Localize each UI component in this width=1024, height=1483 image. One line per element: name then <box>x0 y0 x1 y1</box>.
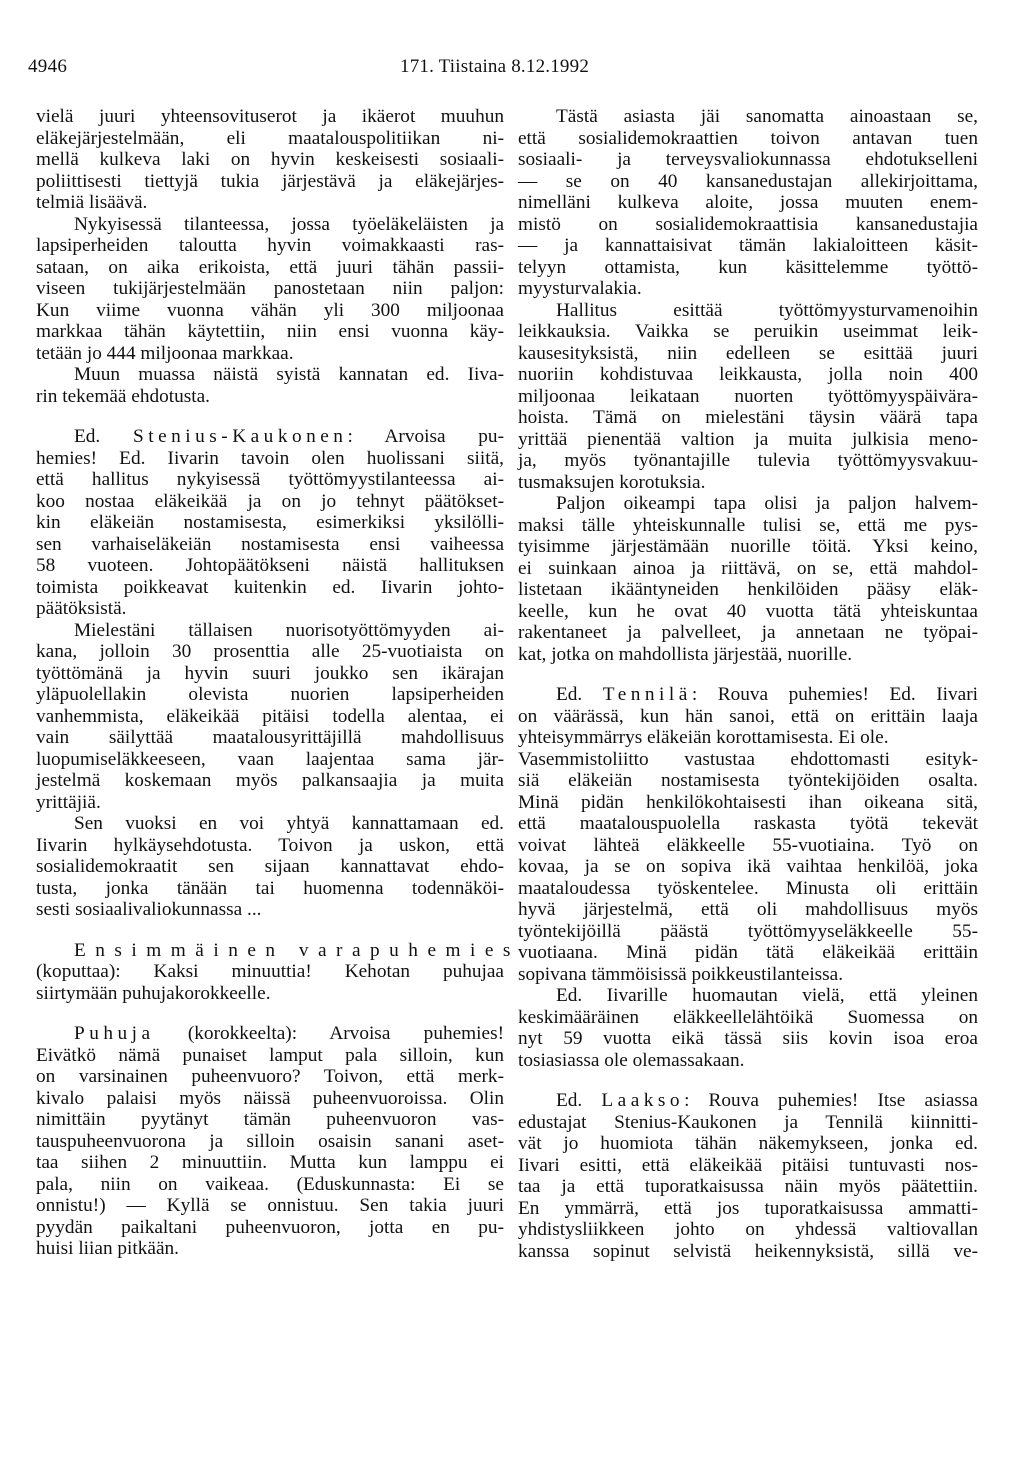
page-number: 4946 <box>28 56 68 77</box>
text-line: tusmaksujen korotuksia. <box>518 471 706 493</box>
text-line: kivalo palaisi myös näissä puheenvuoroissa. Olin <box>36 1087 504 1109</box>
text-line: leikkauksia. Vaikka se peruikin useimmat leik- <box>518 321 978 342</box>
speaker-name: Tennilä <box>602 684 692 705</box>
text-line: tosiasiassa ole olemassakaan. <box>518 1049 745 1071</box>
text-line: — se on 40 kansanedustajan allekirjoittama, <box>518 170 978 192</box>
text-line: kin eläkeiän nostamisesta, esimerkiksi yksilölli- <box>36 512 504 533</box>
text-line <box>518 684 978 706</box>
text-line: tusta, jonka tänään tai huomenna todennäköi- <box>36 877 504 899</box>
text-line: Kun viime vuonna vähän yli 300 miljoonaa <box>36 299 504 321</box>
text-line: tetään jo 444 miljoonaa markkaa. <box>36 342 294 364</box>
text-line: — ja kannattaisivat tämän lakialoitteen käsit- <box>518 235 978 256</box>
text-line: telmiä lisäävä. <box>36 192 148 213</box>
text-line: telyyn ottamista, kun käsittelemme työttö- <box>518 256 978 278</box>
text-line: keelle, kun he ovat 40 vuotta tätä yhteiskuntaa <box>518 600 978 622</box>
text-line: onnistu!) — Kyllä se onnistuu. Sen takia juuri <box>36 1195 504 1216</box>
text-line: että hallitus nykyisessä työttömyystilanteessa ai- <box>36 469 504 490</box>
text-line: tauspuheenvuorona ja silloin osaisin sanani aset- <box>36 1130 504 1152</box>
text-line: ei suinkaan ainoa ja riittävä, on se, että mahdol- <box>518 557 978 579</box>
text-line: siä eläkeiän nostamisesta työntekijöiden osalta. <box>518 770 978 791</box>
text-line: toimista poikkeavat kuitenkin ed. Iivarin johto- <box>36 576 504 598</box>
text-line: Vasemmistoliitto vastustaa ehdottomasti esityk- <box>518 748 978 770</box>
text-line: hemies! Ed. Iivarin tavoin olen huolissani siitä, <box>36 447 504 469</box>
right-column <box>518 106 978 1262</box>
running-title: 171. Tiistaina 8.12.1992 <box>400 56 590 77</box>
speaker-name: Puhuja <box>74 1023 155 1044</box>
text-line: Paljon oikeampi tapa olisi ja paljon halvem- <box>556 493 978 514</box>
text-line: on varsinainen puheenvuoro? Toivon, että merk- <box>36 1066 504 1087</box>
text-line: markkaa tähän käytettiin, niin ensi vuonna käy- <box>36 321 504 342</box>
text-line: sen varhaiseläkeiän nostamisesta ensi vaiheessa <box>36 533 504 555</box>
text-line: En ymmärrä, että jos tuporatkaisussa ammatti- <box>518 1197 978 1219</box>
text-line: luopumiseläkkeeseen, vaan laajentaa sama jär- <box>36 748 504 770</box>
text-line: vain säilyttää maatalousyrittäjillä mahdollisuus <box>36 727 504 748</box>
text-line: Tästä asiasta jäi sanomatta ainoastaan se, <box>556 106 978 127</box>
text-line: huisi liian pitkään. <box>36 1238 179 1259</box>
text-line: eläkejärjestelmään, eli maatalouspolitiikan ni- <box>36 127 504 149</box>
text-line <box>36 426 504 448</box>
text-line: kana, jolloin 30 prosenttia alle 25-vuotiaista on <box>36 641 504 662</box>
text-line: on väärässä, kun hän sanoi, että on erittäin laaja <box>518 705 978 727</box>
speaker-prefix: Ed. <box>556 1090 602 1111</box>
text-line: Nykyisessä tilanteessa, jossa työeläkeläisten ja <box>74 213 504 235</box>
text-line: Hallitus esittää työttömyysturvamenoihin <box>556 299 978 321</box>
text-line: viseen tukijärjestelmään panostetaan niin paljon: <box>36 278 504 299</box>
text-line: että maatalouspuolella raskasta työtä tekevät <box>518 813 978 834</box>
text-line: Mielestäni tällaisen nuorisotyöttömyyden ai- <box>74 619 504 641</box>
text-line: sataan, on aika erikoista, että juuri tähän passii- <box>36 256 504 278</box>
text-line: vuotiaana. Minä pidän tätä eläkeikää erittäin <box>518 942 978 963</box>
text-line: rakentaneet ja palvelleet, ja annetaan ne työpai- <box>518 622 978 643</box>
speaker-text: (korokkeelta): Arvoisa puhemies! <box>154 1023 504 1044</box>
text-line: poliittisesti tiettyjä tukia järjestävä ja eläkejärjes- <box>36 170 504 192</box>
text-line: sosialidemokraatit sen sijaan kannattavat ehdo- <box>36 856 504 877</box>
speaker-prefix: Ed. <box>556 684 603 705</box>
text-line: vielä juuri yhteensovituserot ja ikäerot muuhun <box>36 106 504 127</box>
text-line: päätöksistä. <box>36 598 127 619</box>
speaker-text: : Rouva puhemies! Ed. Iivari <box>691 684 978 705</box>
text-line: kausesityksistä, niin edelleen se esittää juuri <box>518 342 978 364</box>
text-line: tyisimme järjestämään nuorille töitä. Yksi keino, <box>518 536 978 557</box>
text-line: työntekijöillä päästä työttömyyseläkkeelle 55- <box>518 920 978 942</box>
text-line: nimelläni kulkeva aloite, jossa muuten enem- <box>518 192 978 213</box>
text-line: nyt 59 vuotta eikä tässä siis kovin isoa eroa <box>518 1028 978 1049</box>
text-line: vät jo huomiota tähän näkemykseen, jonka ed. <box>518 1133 978 1154</box>
text-line: hoista. Tämä on mielestäni täysin väärä tapa <box>518 407 978 428</box>
text-line: sosiaali- ja terveysvaliokunnassa ehdotukselleni <box>518 149 978 170</box>
text-line: sopivana tämmöisissä poikkeustilanteissa. <box>518 963 844 985</box>
text-line: kat, jotka on mahdollista järjestää, nuorille. <box>518 643 853 665</box>
text-line: sesti sosiaalivaliokunnassa ... <box>36 899 262 920</box>
text-line: yläpuolellakin olevista nuorien lapsiperheiden <box>36 684 504 705</box>
speaker-name: Ensimmäinen varapuhemies <box>74 939 520 961</box>
text-line: maataloudessa työskentelee. Minusta oli erittäin <box>518 877 978 899</box>
text-line: että sosialidemokraattien toivon antavan tuen <box>518 127 978 149</box>
text-line: myysturvalakia. <box>518 278 642 299</box>
speaker-name: Laakso <box>601 1090 685 1111</box>
speaker-prefix: Ed. <box>74 426 133 447</box>
speaker-text: : Rouva puhemies! Itse asiassa <box>684 1090 978 1111</box>
text-line: voivat lähteä eläkkeelle 55-vuotiaina. Työ on <box>518 834 978 856</box>
text-line: lapsiperheiden taloutta hyvin voimakkaasti ras- <box>36 235 504 256</box>
text-line: siirtymään puhujakorokkeelle. <box>36 982 271 1004</box>
text-line: yhdistysliikkeen johto on yhdessä valtiovallan <box>518 1219 978 1240</box>
text-line: Ed. Iivarille huomautan vielä, että yleinen <box>556 985 978 1006</box>
text-line: jestelmä koskemaan myös palkansaajia ja muita <box>36 770 504 791</box>
text-line: Iivarin hylkäysehdotusta. Toivon ja uskon, että <box>36 834 504 856</box>
text-line: mistö on sosialidemokraattisia kansanedustajia <box>518 213 978 235</box>
text-line <box>36 1023 504 1045</box>
text-line: listetaan ikääntyneiden henkilöiden pääsy eläk- <box>518 579 978 600</box>
text-line: edustajat Stenius-Kaukonen ja Tennilä kiinnitti- <box>518 1111 978 1133</box>
text-line: yrittää pienentää valtion ja muita julkisia meno- <box>518 428 978 450</box>
speaker-name: Stenius-Kaukonen <box>133 426 348 447</box>
text-line: hyvä järjestelmä, että oli mahdollisuus myös <box>518 899 978 920</box>
speaker-text: : Arvoisa pu- <box>347 426 504 447</box>
text-line: (koputtaa): Kaksi minuuttia! Kehotan puhujaa <box>36 961 504 982</box>
text-line: kanssa sopinut selvistä heikennyksistä, sillä ve- <box>518 1240 978 1262</box>
text-line: miljoonaa leikataan nuorten työttömyyspäivära- <box>518 385 978 407</box>
text-line: vanhemmista, eläkeikää pitäisi todella alentaa, ei <box>36 705 504 727</box>
text-line: taa ja että tuporatkaisussa näin myös päätettiin. <box>518 1176 978 1197</box>
text-line: Iivari esitti, että eläkeikää pitäisi tuntuvasti nos- <box>518 1154 978 1176</box>
text-line: taa siihen 2 minuuttiin. Mutta kun lamppu ei <box>36 1152 504 1173</box>
text-line: ja, myös työnantajille tulevia työttömyysvakuu- <box>518 450 978 471</box>
text-line: Eivätkö nämä punaiset lamput pala silloin, kun <box>36 1044 504 1066</box>
text-line: Muun muassa näistä syistä kannatan ed. Iiva- <box>74 364 504 385</box>
text-line: työttömänä ja hyvin suuri joukko sen ikärajan <box>36 662 504 684</box>
text-line: nimittäin pyytänyt tämän puheenvuoron vas- <box>36 1109 504 1130</box>
text-line <box>518 1090 978 1112</box>
text-line <box>36 939 520 962</box>
left-column <box>36 106 520 1260</box>
text-line: pala, niin on vaikeaa. (Eduskunnasta: Ei se <box>36 1173 504 1195</box>
text-line: kovaa, ja se on sopiva ikä vaihtaa henkilöä, joka <box>518 856 978 877</box>
text-line: koo nostaa eläkeikää ja on jo tehnyt päätökset- <box>36 490 504 512</box>
text-line: mellä kulkeva laki on hyvin keskeisesti sosiaali- <box>36 149 504 170</box>
text-line: maksi tälle yhteiskunnalle tulisi se, että me pys- <box>518 514 978 536</box>
text-line: nuoriin kohdistuvaa leikkausta, jolla noin 400 <box>518 364 978 385</box>
text-line: pyydän paikaltani puheenvuoron, jotta en pu- <box>36 1216 504 1238</box>
text-line: Sen vuoksi en voi yhtyä kannattamaan ed. <box>74 813 504 834</box>
text-line: yrittäjiä. <box>36 791 101 813</box>
text-line: keskimääräinen eläkkeellelähtöikä Suomessa on <box>518 1006 978 1028</box>
text-line: rin tekemää ehdotusta. <box>36 385 211 407</box>
text-line: yhteisymmärrys eläkeiän korottamisesta. Ei ole. <box>518 727 889 748</box>
text-line: Minä pidän henkilökohtaisesti ihan oikeana sitä, <box>518 791 978 813</box>
text-line: 58 vuoteen. Johtopäätökseni näistä hallituksen <box>36 555 504 576</box>
